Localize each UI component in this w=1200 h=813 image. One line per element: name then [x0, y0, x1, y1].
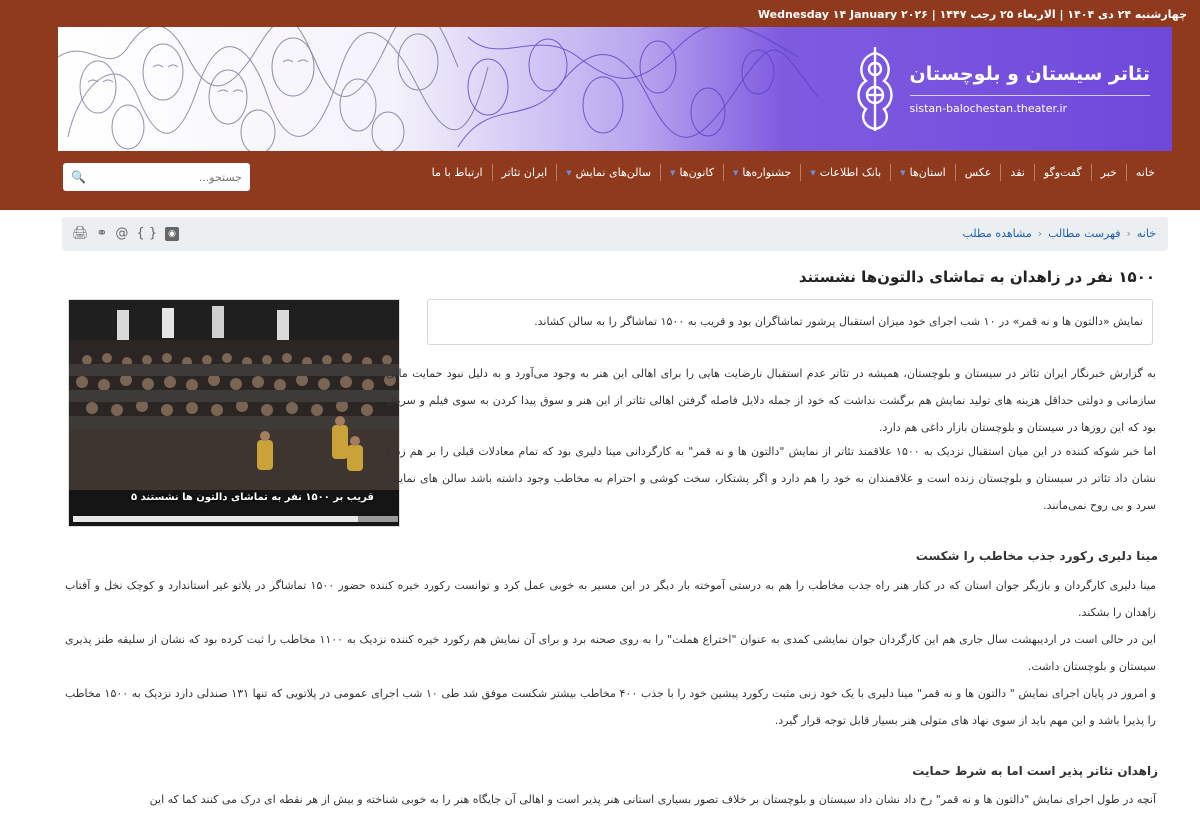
nav-item-label: ایران تئاتر: [501, 166, 548, 179]
nav-item-label: خانه: [1135, 166, 1155, 179]
breadcrumb: [962, 227, 1156, 240]
photo-scrollbar[interactable]: [73, 516, 395, 522]
article-paragraph: و امروز در پایان اجرای نمایش " دالتون ها و نه قمر" مینا دلیری با یک خود زنی مثبت رکورد پیشین خود را با جذب ۴۰۰ مخاطب بیشتر شکست موفق شد طی ۱۰ شب اجرای عمومی در پلاتویی که تنها ۱۳۱ صندلی دارد نزدیک به ۱۵۰۰ مخاطب را پذیرا باشد و این مهم باید از سوی نهاد های متولی هنر بسیار قابل توجه قرار گیرد.: [65, 687, 1156, 727]
breadcrumb-bar: [62, 217, 1168, 251]
article-tools: [72, 226, 179, 241]
link-icon[interactable]: ⚭: [96, 226, 108, 241]
nav-item[interactable]: [1034, 164, 1091, 181]
nav-item-label: عکس: [964, 166, 992, 179]
chevron-down-icon: ▼: [670, 168, 676, 177]
main-navigation: [58, 151, 1172, 197]
rss-icon[interactable]: ◉: [165, 227, 179, 241]
nav-item[interactable]: [423, 164, 492, 181]
nav-item[interactable]: [556, 164, 660, 181]
nav-item-label: سالن‌های نمایش: [575, 166, 652, 179]
site-domain: sistan-balochestan.theater.ir: [910, 95, 1150, 115]
header-banner: [58, 27, 1172, 151]
chevron-down-icon: ▼: [566, 168, 572, 177]
theater-emblem-icon: [852, 43, 898, 135]
nav-item-label: کانون‌ها: [679, 166, 715, 179]
breadcrumb-list[interactable]: فهرست مطالب: [1048, 227, 1121, 240]
email-icon[interactable]: @: [115, 226, 129, 241]
breadcrumb-current: مشاهده مطلب: [962, 227, 1032, 240]
nav-item-label: خبر: [1100, 166, 1117, 179]
article-paragraph: مینا دلیری کارگردان و بازیگر جوان استان که در کنار هنر راه جذب مخاطب را هم به درستی آموخته بار دیگر در این مسیر به خوبی عمل کرد و توانست رکورد خیره کننده حضور ۱۵۰۰ تماشاگر در پلاتو غیر استاندارد و کوچک نخل و آفتاب زاهدان را بشکند.: [65, 579, 1156, 619]
nav-menu: [423, 164, 1164, 181]
article-lead: نمایش «دالتون ها و نه قمر» در ۱۰ شب اجرای خود میزان استقبال پرشور تماشاگران بود و قریب به ۱۵۰۰ تماشاگر را به سالن کشاند.: [534, 315, 1143, 328]
article-title: ۱۵۰۰ نفر در زاهدان به تماشای دالتون‌ها نشستند: [798, 268, 1155, 286]
article-paragraph: این در حالی است در اردیبهشت سال جاری هم این کارگردان جوان نمایشی کمدی به عنوان "اختراع هملت" را به روی صحنه برد و برای آن نمایش هم رکورد خیره کننده نزدیک به ۱۱۰۰ مخاطب را ثبت کرده بود که نشان از سلیقه طنز پذیری سیستان و بلوچستان داشت.: [65, 633, 1156, 673]
nav-item-label: ارتباط با ما: [431, 166, 483, 179]
search-input[interactable]: [86, 171, 242, 184]
chevron-down-icon: ▼: [810, 168, 816, 177]
article-paragraph: اما خبر شوکه کننده در این میان استقبال نزدیک به ۱۵۰۰ علاقمند تئاتر از نمایش "دالتون ها و نه قمر" به کارگردانی مینا دلیری بود که تمام معادلات قبلی را بر هم زد و نشان داد تئاتر در سیستان و بلوچستان زنده است و علاقمندان به خود را هم دارد و اگر پشتکار، سخت کوشی و احترام به مخاطب وجود داشته باشد سالن های نمایش سرد و بی روح نمی‌مانند.: [386, 445, 1156, 512]
breadcrumb-home[interactable]: خانه: [1136, 227, 1156, 240]
article-paragraph: به گزارش خبرنگار ایران تئاتر در سیستان و بلوچستان، همیشه در تئاتر عدم استقبال نارضایت هایی را برای اهالی این هنر به وجود می‌آورد و به دلیل نبود حمایت مالی سازمانی و دولتی حداقل هزینه های تولید نمایش هم برگشت نداشت که خود از جمله دلایل فاصله گرفتن اهالی تئاتر از این هنر و سوق پیدا کردن به سوی فیلم و سریال بود که این روزها در سیستان و بلوچستان بازار داغی هم دارد.: [386, 367, 1156, 434]
article-paragraph: آنچه در طول اجرای نمایش "دالتون ها و نه قمر" رخ داد نشان داد سیستان و بلوچستان بر خلاف تصور بسیاری استانی هنر پذیر است و اهالی آن جایگاه هنر را به خوبی شناخته و بیش از هر نقطه ای درک می کنند کما که این: [149, 793, 1156, 806]
nav-item-label: نقد: [1010, 166, 1025, 179]
article-subheading: زاهدان تئاتر پذیر است اما به شرط حمایت: [912, 764, 1158, 778]
nav-item[interactable]: [492, 164, 557, 181]
nav-item[interactable]: [890, 164, 955, 181]
breadcrumb-separator-icon: ‹: [1126, 227, 1131, 240]
nav-item-label: جشنواره‌ها: [742, 166, 792, 179]
chevron-down-icon: ▼: [733, 168, 739, 177]
article-subheading: مینا دلیری رکورد جذب مخاطب را شکست: [915, 549, 1158, 563]
faces-line-art: [58, 27, 818, 151]
site-title: تئاتر سیستان و بلوچستان: [909, 63, 1150, 85]
date-line: چهارشنبه ۲۴ دی ۱۴۰۴ | الاربعاء ۲۵ رجب ۱۴۴۷ | Wednesday ۱۴ January ۲۰۲۶: [757, 8, 1187, 21]
chevron-down-icon: ▼: [900, 168, 906, 177]
article-photo[interactable]: [68, 299, 400, 527]
search-box[interactable]: [63, 163, 250, 191]
nav-item-label: بانک اطلاعات: [819, 166, 882, 179]
photo-caption: قریب بر ۱۵۰۰ نفر به تماشای دالتون ها نشستند ۵: [131, 492, 374, 503]
nav-item[interactable]: [955, 164, 1001, 181]
nav-item[interactable]: [723, 164, 800, 181]
site-header: [0, 0, 1200, 210]
nav-item[interactable]: [1091, 164, 1126, 181]
print-icon[interactable]: 🖨: [72, 226, 89, 241]
nav-item[interactable]: [1000, 164, 1033, 181]
site-logo[interactable]: [852, 39, 1150, 139]
nav-item[interactable]: [660, 164, 723, 181]
article-lead-box: [427, 299, 1153, 345]
nav-item[interactable]: [1126, 164, 1164, 181]
search-icon[interactable]: 🔍: [71, 170, 86, 184]
breadcrumb-separator-icon: ‹: [1037, 227, 1043, 240]
nav-item-label: گفت‌وگو: [1043, 166, 1082, 179]
nav-item-label: استان‌ها: [909, 166, 946, 179]
embed-code-icon[interactable]: { }: [136, 226, 158, 241]
nav-item[interactable]: [800, 164, 890, 181]
